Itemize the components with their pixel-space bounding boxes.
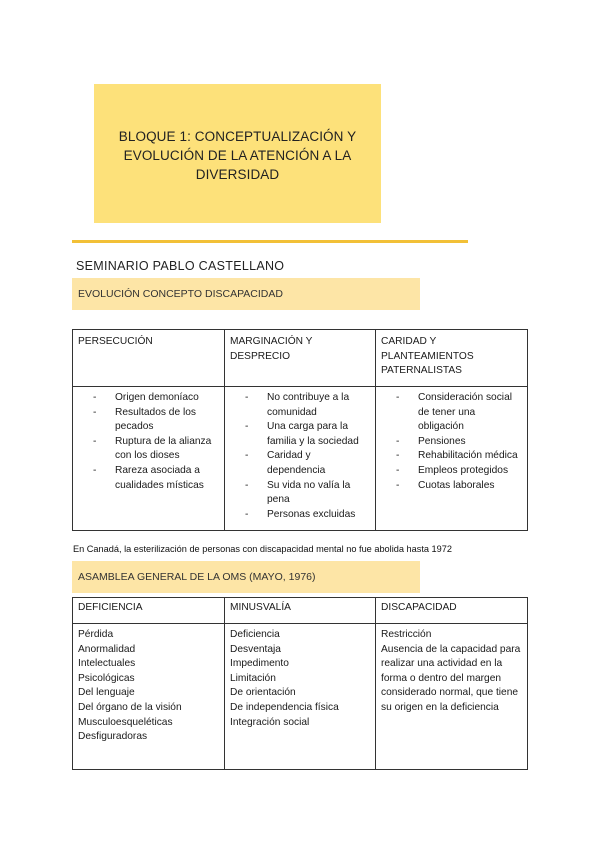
column-header: DISCAPACIDAD: [376, 598, 528, 624]
table-cell: [225, 624, 376, 770]
list-item: - Pensiones: [382, 435, 521, 450]
section-heading-text: ASAMBLEA GENERAL DE LA OMS (MAYO, 1976): [78, 571, 316, 583]
title-rule: [72, 240, 468, 243]
list-item: Restricción: [381, 629, 432, 640]
table-row: [73, 624, 528, 770]
list-item: Psicológicas: [78, 672, 135, 684]
section-heading-evolucion: [72, 278, 420, 310]
page-title: BLOQUE 1: CONCEPTUALIZACIÓN Y EVOLUCIÓN DE LA ATENCIÓN A LA DIVERSIDAD: [118, 129, 357, 182]
list-item: - Rehabilitación médica: [382, 449, 521, 464]
table-cell: [73, 624, 225, 770]
list-item: De independencia física: [230, 701, 339, 713]
list-item: - Consideración social de tener una obligación: [382, 391, 521, 435]
list-item: Ausencia de la capacidad para realizar una actividad en la forma o dentro del margen considerado normal, que tiene su origen en la deficiencia: [381, 643, 521, 713]
list-item: Desventaja: [230, 643, 281, 655]
section-heading-text: EVOLUCIÓN CONCEPTO DISCAPACIDAD: [78, 288, 283, 300]
column-header: PERSECUCIÓN: [73, 330, 225, 387]
list-item: - Empleos protegidos: [382, 464, 521, 479]
column-header: CARIDAD Y PLANTEAMIENTOS PATERNALISTAS: [376, 330, 528, 387]
list-item: Musculoesqueléticas: [78, 716, 173, 728]
column-header: MARGINACIÓN Y DESPRECIO: [225, 330, 376, 387]
list-item: Del órgano de la visión: [78, 701, 182, 713]
table-row: [73, 387, 528, 531]
title-box: [94, 84, 381, 223]
list-item: Anormalidad: [78, 643, 136, 655]
oms-definitions-table: [72, 597, 528, 770]
discapacidad-evolution-table: [72, 329, 528, 531]
list-item: Integración social: [230, 716, 310, 728]
section-heading-oms: [72, 561, 420, 593]
list-item: - Cuotas laborales: [382, 479, 521, 494]
list-item: - Resultados de los pecados: [79, 406, 218, 435]
list-item: - No contribuye a la comunidad: [231, 391, 369, 420]
table-cell: [376, 624, 528, 770]
table-cell: [376, 387, 528, 531]
page-subtitle: SEMINARIO PABLO CASTELLANO: [76, 259, 285, 273]
list-item: - Rareza asociada a cualidades místicas: [79, 464, 218, 493]
list-item: - Origen demoníaco: [79, 391, 218, 406]
column-header: DEFICIENCIA: [73, 598, 225, 624]
table-cell: [225, 387, 376, 531]
list-item: Del lenguaje: [78, 687, 135, 699]
list-item: - Ruptura de la alianza con los dioses: [79, 435, 218, 464]
list-item: Deficiencia: [230, 629, 280, 640]
table-header-row: [73, 330, 528, 387]
list-item: De orientación: [230, 687, 296, 699]
canada-note: En Canadá, la esterilización de personas con discapacidad mental no fue abolida hasta 1972: [73, 544, 452, 554]
list-item: Desfiguradoras: [78, 731, 148, 743]
table-cell: [73, 387, 225, 531]
list-item: - Personas excluidas: [231, 508, 369, 523]
column-header: MINUSVALÍA: [225, 598, 376, 624]
table-header-row: [73, 598, 528, 624]
list-item: - Su vida no valía la pena: [231, 479, 369, 508]
list-item: Limitación: [230, 672, 276, 684]
list-item: - Caridad y dependencia: [231, 449, 369, 478]
list-item: - Una carga para la familia y la sociedad: [231, 420, 369, 449]
list-item: Intelectuales: [78, 658, 136, 670]
list-item: Pérdida: [78, 629, 114, 640]
list-item: Impedimento: [230, 658, 289, 670]
